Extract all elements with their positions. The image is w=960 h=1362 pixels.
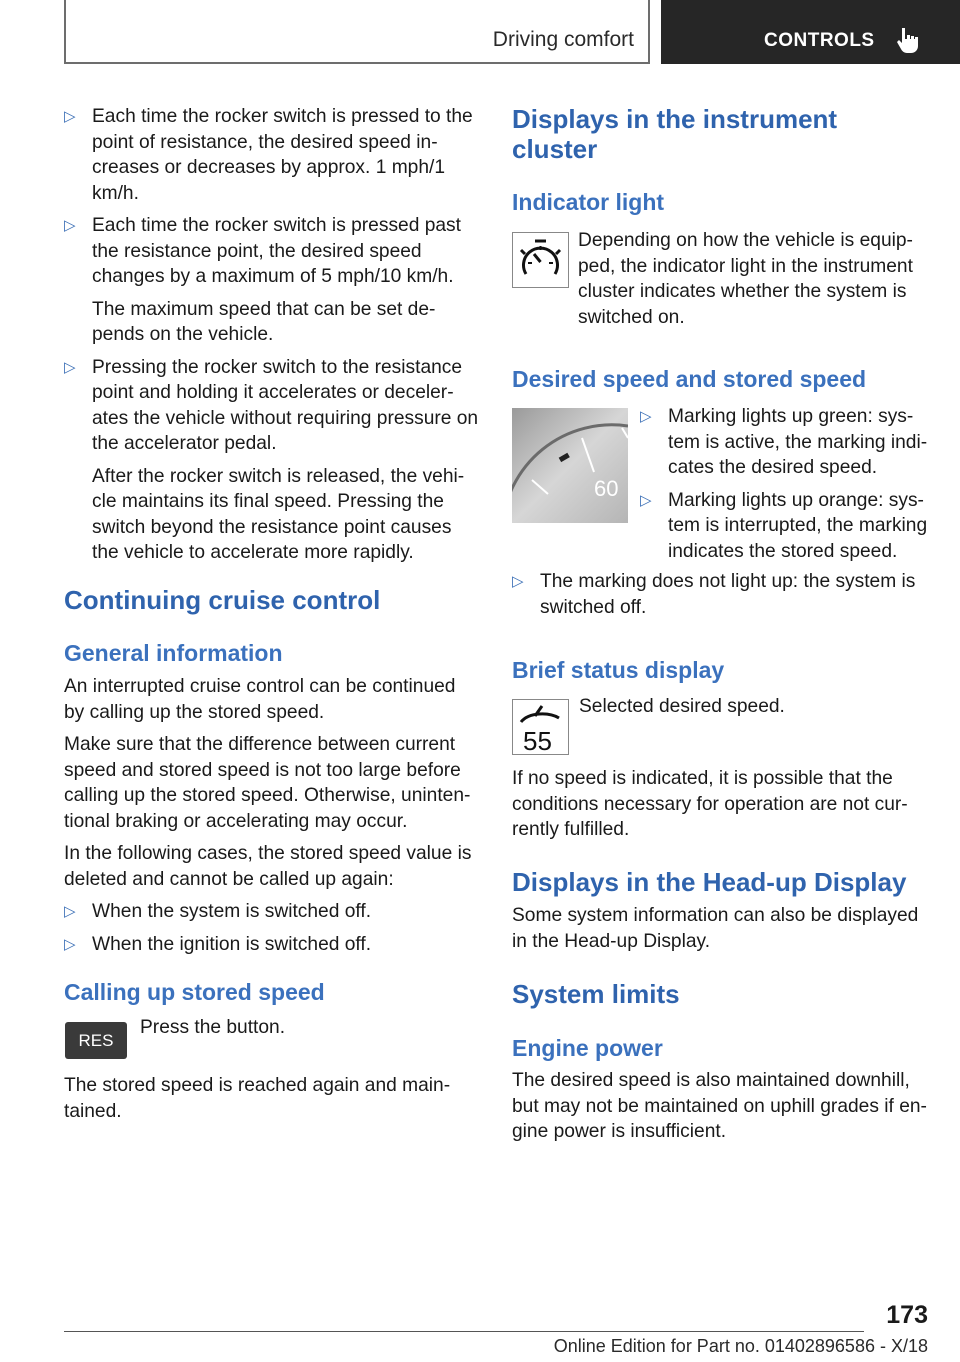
bullet-note: After the rocker switch is released, the vehi-cle maintains its final speed. Pressing the switch beyond the resistance point causes the vehicle to accelerate more rapidly. [92, 465, 465, 563]
bullet-text: Each time the rocker switch is pressed to the point of resistance, the desired speed in-creases or decreases by approx. 1 mph/1 km/h. [92, 106, 473, 204]
gauge-speed-number: 60 [594, 476, 619, 501]
header-divider-left [64, 0, 66, 64]
heading-system-limits: System limits [512, 979, 680, 1009]
engine-power-text: The desired speed is also maintained downhill, but may not be maintained on uphill grades if en-gine power is insufficient. [512, 1070, 927, 1142]
bullet-triangle-icon: ▷ [64, 903, 76, 920]
heading-general-information: General information [64, 640, 283, 666]
heading-head-up-display: Displays in the Head-up Display [512, 867, 907, 897]
indicator-light-text [512, 228, 932, 330]
bullet-triangle-icon: ▷ [64, 358, 76, 376]
bullet-text: When the ignition is switched off. [92, 933, 372, 955]
brief-speed-number: 55 [523, 726, 552, 754]
chapter-tab-label[interactable]: CONTROLS [764, 30, 875, 51]
footer-edition: Online Edition for Part no. 01402896586 - X/18 [553, 1336, 928, 1356]
bullet-triangle-icon: ▷ [640, 408, 652, 425]
bullet-triangle-icon: ▷ [64, 217, 76, 234]
paragraph: An interrupted cruise control can be continued by calling up the stored speed. [64, 676, 456, 723]
bullet-triangle-icon: ▷ [640, 491, 652, 509]
list-item [640, 404, 932, 481]
list-item [640, 488, 932, 565]
list-item [64, 355, 482, 566]
bullet-text: Pressing the rocker switch to the resistance point and holding it accelerates or deceler-ates the vehicle without requiring pressure on the accelerator pedal. [92, 356, 479, 454]
heading-calling-up-stored-speed: Calling up stored speed [64, 979, 325, 1005]
paragraph: Depending on how the vehicle is equip-ped, the indicator light in the instrument cluster indicates whether the system is switched on. [578, 230, 913, 328]
heading-desired-stored-speed: Desired speed and stored speed [512, 366, 867, 392]
bullet-triangle-icon: ▷ [512, 573, 524, 590]
stored-speed-reached-text: The stored speed is reached again and main-tained. [64, 1075, 451, 1122]
section-title: Driving comfort [492, 28, 634, 51]
selected-speed-text: Selected desired speed. [579, 696, 785, 717]
bullet-triangle-icon: ▷ [64, 935, 76, 953]
no-speed-text: If no speed is indicated, it is possible that the conditions necessary for operation are not cur-rently fulfilled. [512, 768, 908, 840]
heading-continuing-cruise-control: Continuing cruise control [64, 585, 381, 615]
list-item [512, 569, 922, 620]
hud-text: Some system information can also be displayed in the Head-up Display. [512, 905, 919, 952]
page-number: 173 [886, 1301, 928, 1329]
bullet-triangle-icon: ▷ [64, 108, 76, 125]
press-button-text: Press the button. [140, 1017, 286, 1038]
paragraph: Make sure that the difference between current speed and stored speed is not too large before calling up the stored speed. Otherwise, uninten-tional braking or accelerating may occur. [64, 734, 471, 832]
list-item [64, 932, 474, 958]
left-column [64, 104, 482, 566]
header-underline [64, 62, 650, 64]
bullet-text: When the system is switched off. [92, 901, 372, 922]
list-item [64, 104, 482, 206]
general-info-text [64, 674, 474, 957]
list-item [64, 213, 482, 348]
bullet-text: Each time the rocker switch is pressed past the resistance point, the desired speed changes by a maximum of 5 mph/10 km/h. [92, 215, 461, 287]
header-divider-right [648, 0, 650, 64]
paragraph: In the following cases, the stored speed value is deleted and cannot be called up again: [64, 843, 472, 890]
bullet-text: Marking lights up orange: sys-tem is interrupted, the marking indicates the stored speed. [668, 489, 928, 562]
heading-brief-status-display: Brief status display [512, 657, 725, 683]
hand-pointer-icon [894, 26, 920, 54]
heading-displays-instrument-cluster: Displays in the instrument cluster [512, 104, 838, 164]
footer-rule [64, 1331, 864, 1332]
heading-engine-power: Engine power [512, 1035, 663, 1061]
brief-status-speed-icon [512, 699, 569, 755]
marking-off-list [512, 569, 922, 620]
bullet-text: Marking lights up green: sys-tem is active, the marking indi-cates the desired speed. [668, 406, 928, 478]
heading-indicator-light: Indicator light [512, 189, 665, 215]
list-item [64, 899, 474, 925]
marking-list [640, 404, 932, 564]
bullet-text: The marking does not light up: the system is switched off. [540, 571, 916, 618]
bullet-note: The maximum speed that can be set de-pends on the vehicle. [92, 298, 436, 345]
res-button-icon: RES [65, 1022, 127, 1059]
speedometer-marking-image [512, 408, 628, 523]
